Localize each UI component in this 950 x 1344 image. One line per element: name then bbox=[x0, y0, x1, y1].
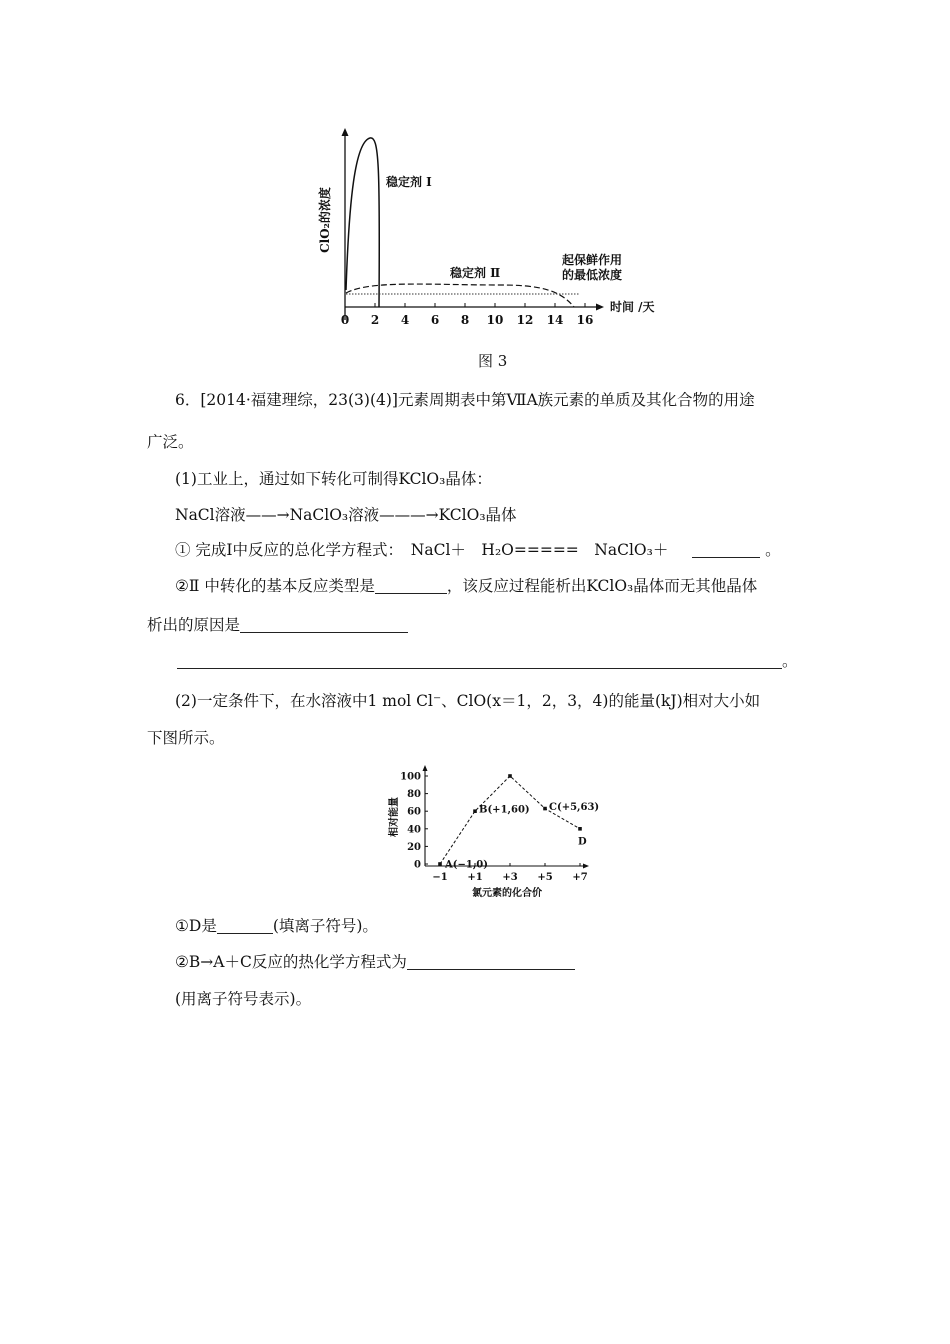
answer-blank-2[interactable] bbox=[375, 578, 447, 595]
answer-blank-5[interactable] bbox=[217, 918, 273, 935]
energy-point bbox=[473, 809, 477, 813]
x-tick-label: 10 bbox=[486, 313, 504, 327]
min-concentration-label-2: 的最低浓度 bbox=[562, 268, 623, 282]
x-tick-label: 0 bbox=[340, 313, 350, 327]
energy-x-tick-label: +5 bbox=[537, 872, 553, 883]
part1-q1-text: ① 完成Ⅰ中反应的总化学方程式： NaCl＋ H₂O===== NaClO₃＋ bbox=[175, 541, 669, 559]
part1-q1-end: 。 bbox=[765, 541, 781, 559]
min-concentration-label-1: 起保鲜作用 bbox=[562, 253, 623, 267]
question-header-cont: 广泛。 bbox=[147, 433, 194, 451]
part2-q1-text-a: ①D是 bbox=[175, 917, 217, 935]
part1-q2-text-a: ②Ⅱ 中转化的基本反应类型是 bbox=[175, 577, 375, 595]
part2-q2-cont: (用离子符号表示)。 bbox=[175, 990, 312, 1008]
energy-y-tick-label: 40 bbox=[407, 824, 421, 836]
energy-y-tick-label: 100 bbox=[400, 771, 421, 783]
stabilizer-1-curve bbox=[346, 138, 379, 307]
figure3-ylabel: ClO₂的浓度 bbox=[318, 187, 332, 253]
energy-y-tick-label: 0 bbox=[414, 859, 421, 871]
energy-ylabel: 相对能量 bbox=[389, 797, 400, 837]
x-tick-label: 16 bbox=[576, 313, 594, 327]
x-tick-label: 4 bbox=[400, 313, 410, 327]
energy-point-label: C(+5,63) bbox=[549, 802, 600, 814]
energy-point bbox=[543, 807, 547, 811]
figure3-xlabel: 时间 /天 bbox=[610, 300, 655, 314]
stabilizer-2-curve bbox=[346, 284, 574, 307]
energy-series-line bbox=[440, 776, 580, 864]
x-axis-arrow bbox=[596, 304, 604, 311]
part2-q2 bbox=[175, 950, 575, 972]
energy-point bbox=[438, 862, 442, 866]
energy-x-axis-arrow bbox=[583, 864, 589, 869]
answer-blank-4[interactable] bbox=[177, 653, 782, 670]
energy-point-label: A(−1,0) bbox=[445, 859, 488, 871]
energy-y-tick-label: 80 bbox=[407, 789, 421, 801]
part2-q1 bbox=[175, 914, 378, 936]
energy-point bbox=[508, 774, 512, 778]
part1-q2-line2-end: 。 bbox=[782, 652, 798, 670]
energy-x-tick-label: +7 bbox=[572, 872, 588, 883]
energy-chart bbox=[385, 762, 605, 902]
answer-blank-3[interactable] bbox=[240, 617, 408, 634]
part2-q1-text-b: (填离子符号)。 bbox=[272, 917, 378, 935]
energy-x-tick-label: −1 bbox=[432, 872, 448, 883]
x-tick-label: 12 bbox=[516, 313, 534, 327]
stabilizer-1-label: 稳定剂 Ⅰ bbox=[386, 175, 432, 189]
part1-q2-reason: 析出的原因是 bbox=[147, 616, 241, 634]
x-tick-label: 14 bbox=[546, 313, 564, 327]
energy-point-label: B(+1,60) bbox=[479, 804, 530, 816]
x-tick-label: 6 bbox=[430, 313, 440, 327]
x-tick-label: 2 bbox=[370, 313, 380, 327]
figure3-chart bbox=[300, 120, 680, 340]
x-tick-label: 8 bbox=[460, 313, 470, 327]
energy-xlabel: 氯元素的化合价 bbox=[472, 888, 542, 899]
y-axis-arrow bbox=[342, 128, 349, 136]
stabilizer-2-label: 稳定剂 Ⅱ bbox=[450, 266, 501, 280]
energy-point bbox=[578, 827, 582, 831]
answer-blank-1[interactable] bbox=[692, 542, 760, 559]
energy-y-axis-arrow bbox=[423, 765, 428, 771]
question-header: 6．[2014·福建理综，23(3)(4)]元素周期表中第ⅦA族元素的单质及其化合物的用途 bbox=[175, 391, 755, 409]
energy-y-tick-label: 20 bbox=[407, 841, 421, 853]
part2-q2-text: ②B→A＋C反应的热化学方程式为 bbox=[175, 953, 407, 971]
figure3-caption: 图 3 bbox=[478, 352, 508, 370]
energy-x-tick-label: +1 bbox=[467, 872, 483, 883]
answer-blank-6[interactable] bbox=[407, 954, 575, 971]
energy-point-label: D bbox=[578, 836, 587, 848]
part1-q2 bbox=[175, 574, 757, 596]
part1-intro: (1)工业上，通过如下转化可制得KClO₃晶体： bbox=[175, 470, 492, 488]
part1-q1 bbox=[175, 538, 781, 560]
part1-q2-cont bbox=[147, 613, 408, 635]
part1-q2-text-b: ，该反应过程能析出KClO₃晶体而无其他晶体 bbox=[446, 577, 758, 595]
part2-intro-cont: 下图所示。 bbox=[147, 729, 225, 747]
part1-q2-line2 bbox=[177, 649, 798, 671]
energy-x-tick-label: +3 bbox=[502, 872, 518, 883]
conversion-scheme: NaCl溶液——→NaClO₃溶液———→KClO₃晶体 bbox=[175, 506, 517, 524]
part2-intro: (2)一定条件下，在水溶液中1 mol Cl⁻、ClO(x＝1，2，3，4)的能量(kJ)相对大小如 bbox=[175, 692, 761, 710]
energy-y-tick-label: 60 bbox=[407, 806, 421, 818]
